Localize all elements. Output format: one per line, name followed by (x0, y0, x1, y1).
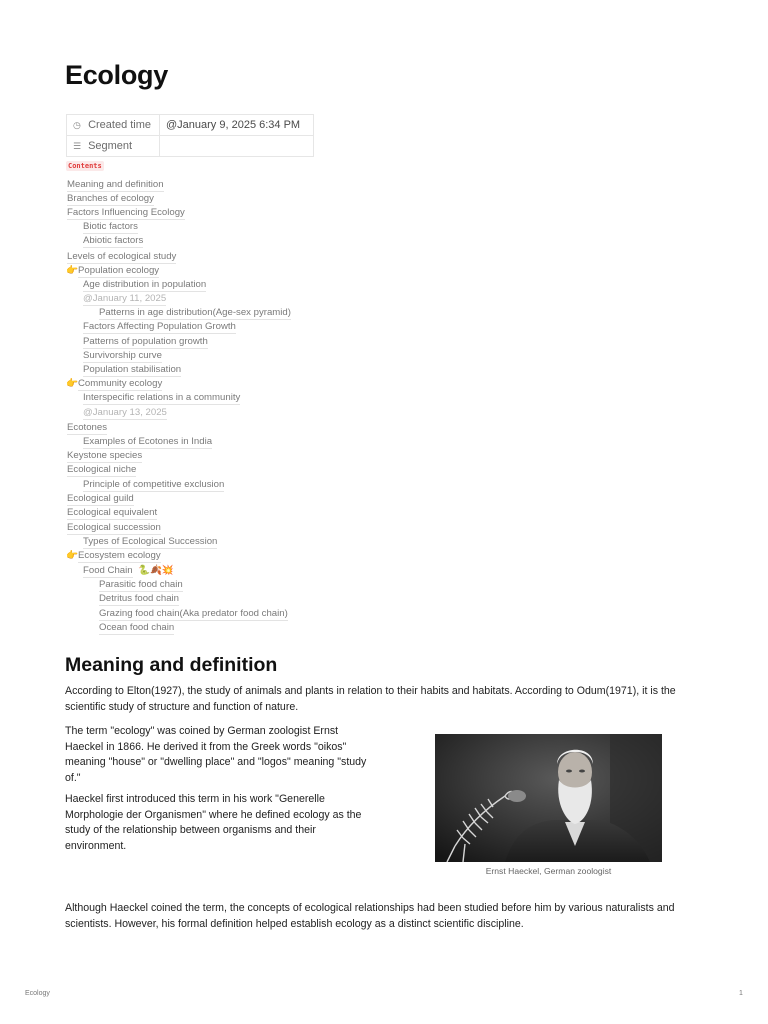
toc-link[interactable]: Detritus food chain (99, 593, 179, 604)
toc-link[interactable]: Types of Ecological Succession (83, 536, 218, 547)
property-label: Created time (88, 119, 152, 131)
toc-link[interactable]: Parasitic food chain (99, 579, 183, 590)
list-icon: ☰ (73, 141, 82, 151)
toc-link[interactable]: Grazing food chain(Aka predator food chain) (99, 608, 288, 619)
haeckel-portrait-photo (435, 734, 662, 862)
toc-date-mention[interactable]: @January 13, 2025 (83, 407, 167, 418)
toc-link[interactable]: Ecological niche (67, 464, 137, 475)
property-value[interactable]: @January 9, 2025 6:34 PM (160, 115, 314, 136)
toc-link[interactable]: Factors Influencing Ecology (67, 207, 185, 218)
toc-link[interactable]: Abiotic factors (83, 235, 144, 246)
toc-link[interactable]: Food Chain (83, 565, 133, 576)
toc-link[interactable]: Ecological equivalent (67, 507, 158, 518)
page-title: Ecology (65, 60, 168, 90)
footer-title: Ecology (25, 990, 50, 997)
toc-link[interactable]: Meaning and definition (67, 179, 164, 190)
clock-icon: ◷ (73, 120, 81, 130)
toc-link[interactable]: Examples of Ecotones in India (83, 436, 213, 447)
toc-link[interactable]: Patterns in age distribution(Age-sex pyramid) (99, 307, 291, 318)
pointing-hand-icon: 👉 (66, 550, 78, 561)
toc-link[interactable]: Levels of ecological study (67, 251, 177, 262)
food-chain-emoji-icon: 🐍🍂💥 (138, 565, 174, 576)
table-of-contents (0, 0, 400, 640)
toc-date-mention[interactable]: @January 11, 2025 (83, 293, 167, 304)
toc-link[interactable]: Community ecology (78, 378, 163, 389)
figure-caption: Ernst Haeckel, German zoologist (485, 866, 612, 876)
paragraph: The term "ecology" was coined by German zoologist Ernst Haeckel in 1866. He derived it from the Greek words "oikos" meaning "house" or "dwelling place" and "logos" meaning "study of." (65, 725, 367, 784)
toc-link[interactable]: Factors Affecting Population Growth (83, 321, 236, 332)
paragraph: Although Haeckel coined the term, the concepts of ecological relationships had been studied before him by various naturalists and scientists. However, his formal definition helped establish ecology as a distinct scientific discipline. (65, 902, 675, 930)
toc-link[interactable]: Survivorship curve (83, 350, 162, 361)
paragraph: Haeckel first introduced this term in his work "Generelle Morphologie der Organismen" where he defined ecology as the study of the relationship between organisms and their environment. (65, 793, 362, 852)
toc-link[interactable]: Ecological succession (67, 522, 161, 533)
toc-link[interactable]: Branches of ecology (67, 193, 154, 204)
toc-link[interactable]: Ecotones (67, 422, 108, 433)
toc-link[interactable]: Principle of competitive exclusion (83, 479, 225, 490)
contents-badge: Contents (68, 162, 102, 170)
toc-link[interactable]: Population ecology (78, 265, 160, 276)
section-heading: Meaning and definition (65, 654, 278, 676)
toc-link[interactable]: Age distribution in population (83, 279, 207, 290)
toc-link[interactable]: Population stabilisation (83, 364, 182, 375)
toc-link[interactable]: Ecosystem ecology (78, 550, 161, 561)
toc-link[interactable]: Biotic factors (83, 221, 138, 232)
pointing-hand-icon: 👉 (66, 378, 78, 389)
pointing-hand-icon: 👉 (66, 265, 78, 276)
toc-link[interactable]: Ocean food chain (99, 622, 175, 633)
toc-link[interactable]: Ecological guild (67, 493, 134, 504)
toc-link[interactable]: Interspecific relations in a community (83, 392, 241, 403)
toc-link[interactable]: Keystone species (67, 450, 143, 461)
toc-link[interactable]: Patterns of population growth (83, 336, 208, 347)
property-label: Segment (88, 140, 133, 152)
intro-paragraph: According to Elton(1927), the study of animals and plants in relation to their habits and habitats. According to Odum(1971), it is the scientific study of structure and function of nature. (65, 685, 676, 713)
page-number: 1 (739, 990, 743, 997)
